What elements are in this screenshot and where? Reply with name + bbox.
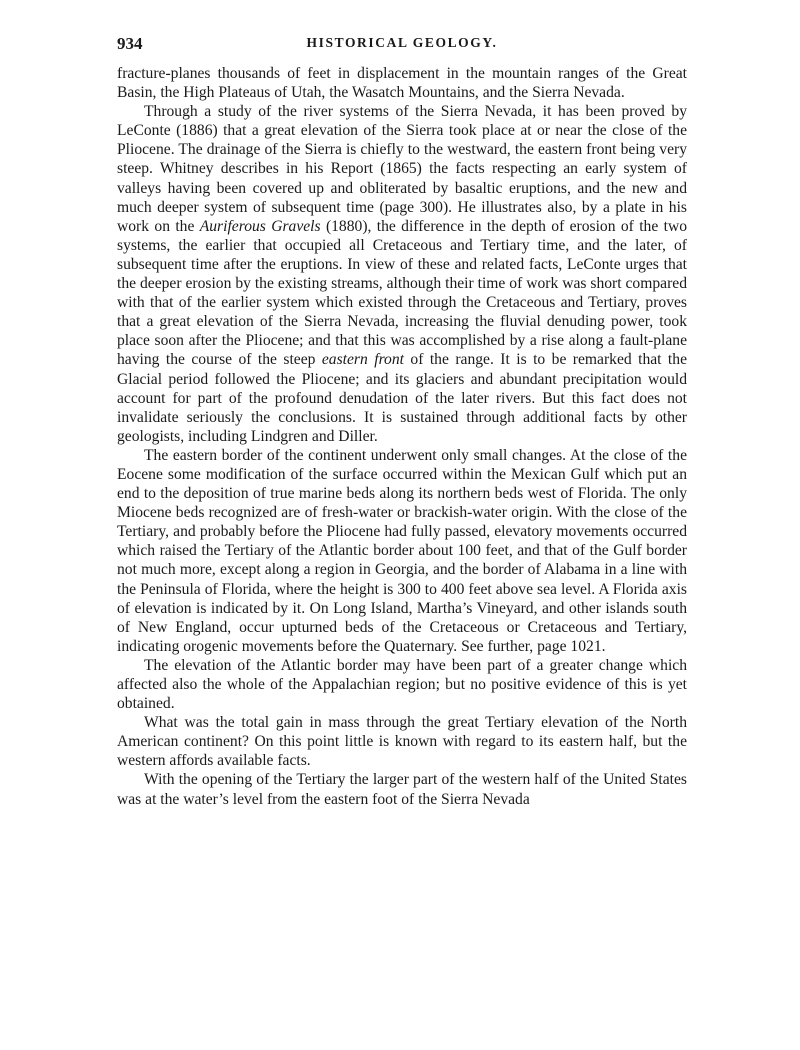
text-segment: (1880), the difference in the depth of erosion of the two systems, the earlier that occupied all Cretaceous and Tertiary time, and the later, of subsequent time after the eruptions. In view of these and related facts, LeConte urges that the deeper erosion by the existing streams, although their time of work was short compared with that of the earlier system which existed through the Cretaceous and Tertiary, proves that a great elevation of the Sierra Nevada, increasing the fluvial denuding power, took place soon after the Pliocene; and that this was accomplished by a rise along a fault-plane having the course of the steep [117, 217, 687, 369]
paragraph [117, 713, 687, 770]
paragraph [117, 64, 687, 102]
text-segment: fracture-planes thousands of feet in displacement in the mountain ranges of the Great Basin, the High Plateaus of Utah, the Wasatch Mountains, and the Sierra Nevada. [117, 65, 687, 102]
book-page [117, 34, 687, 809]
text-segment: What was the total gain in mass through the great Tertiary elevation of the North American continent? On this point little is known with regard to its eastern half, but the western affords available facts. [117, 714, 687, 770]
text-segment: With the opening of the Tertiary the larger part of the western half of the United States was at the water’s level from the eastern foot of the Sierra Nevada [117, 771, 687, 808]
paragraph [117, 446, 687, 656]
text-segment: of the range. It is to be remarked that the Glacial period followed the Pliocene; and its glaciers and abundant precipitation would account for part of the profound denudation of the later rivers. But this fact does not invalidate seriously the conclusions. It is sustained through additional facts by other geologists, including Lindgren and Diller. [117, 351, 687, 445]
running-head [117, 34, 687, 64]
page-number: 934 [117, 34, 143, 53]
paragraph [117, 770, 687, 808]
italic-text-segment: Auriferous Gravels [199, 217, 321, 235]
text-segment: The elevation of the Atlantic border may have been part of a greater change which affected also the whole of the Appalachian region; but no positive evidence of this is yet obtained. [117, 656, 687, 713]
paragraph [117, 102, 687, 446]
text-segment: Through a study of the river systems of the Sierra Nevada, it has been proved by LeConte (1886) that a great elevation of the Sierra took place at or near the close of the Pliocene. The drainage of the Sierra is chiefly to the westward, the eastern front being very steep. Whitney describes in his Report (1865) the facts respecting an early system of valleys having been covered up and obliterated by basaltic eruptions, and the new and much deeper system of subsequent time (page 300). He illustrates also, by a plate in his work on the [117, 103, 687, 235]
text-segment: The eastern border of the continent underwent only small changes. At the close of the Eocene some modification of the surface occurred within the Mexican Gulf which put an end to the deposition of true marine beds along its northern beds west of Florida. The only Miocene beds recognized are of fresh-water or brackish-water origin. With the close of the Tertiary, and probably before the Pliocene had fully passed, elevatory movements occurred which raised the Tertiary of the Atlantic border about 100 feet, and that of the Gulf border not much more, except along a region in Georgia, and the border of Alabama in a line with the Peninsula of Florida, where the height is 300 to 400 feet above sea level. A Florida axis of elevation is indicated by it. On Long Island, Martha’s Vineyard, and other islands south of New England, occur upturned beds of the Cretaceous or Cretaceous and Tertiary, indicating orogenic movements before the Quaternary. See further, page 1021. [117, 446, 687, 655]
paragraph [117, 656, 687, 713]
italic-text-segment: eastern front [321, 351, 404, 369]
running-title: HISTORICAL GEOLOGY. [306, 35, 498, 50]
body-text [117, 64, 687, 809]
